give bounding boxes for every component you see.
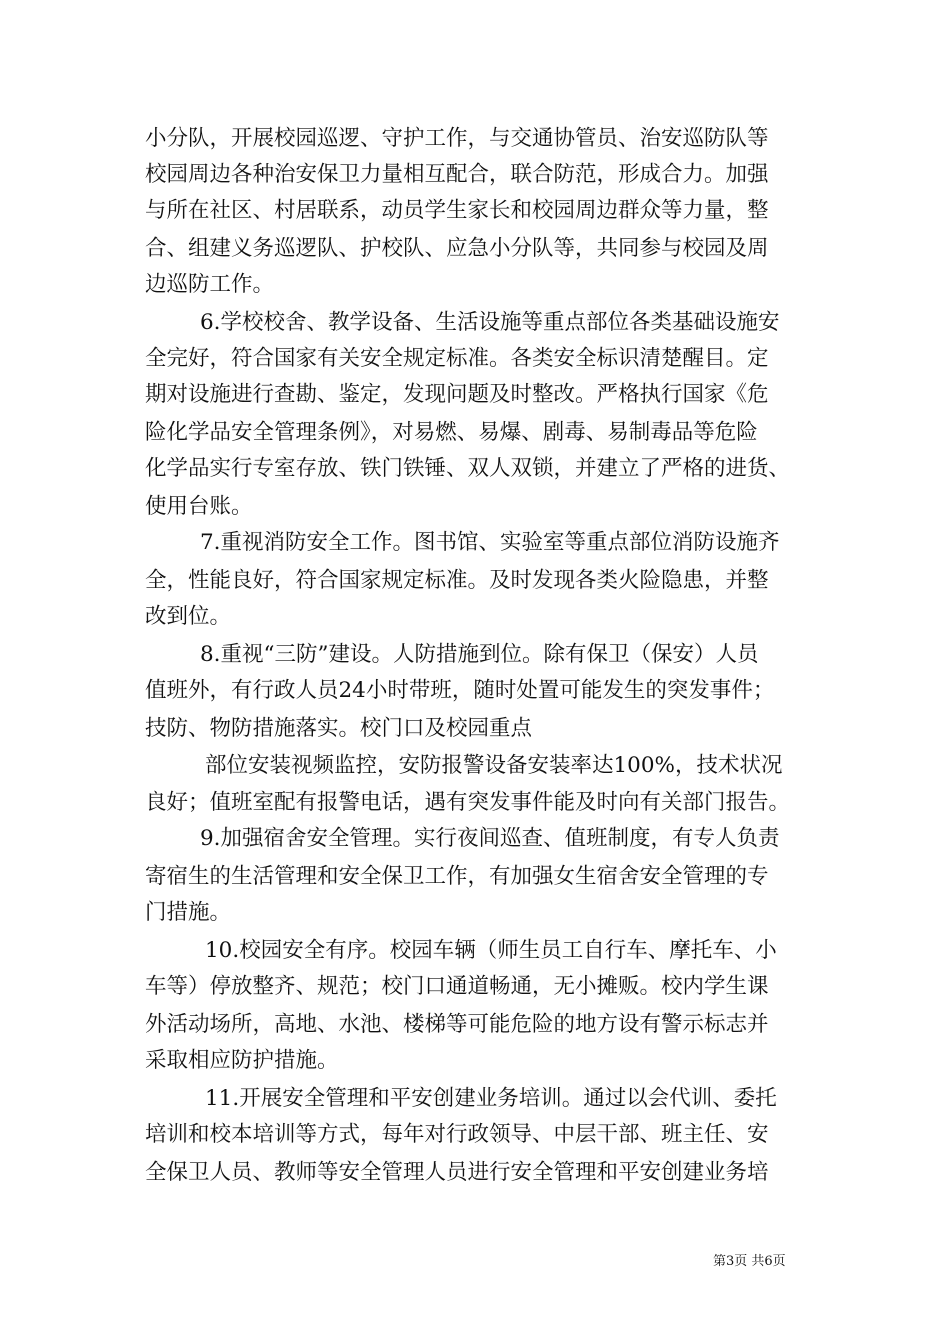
text-line: 车等）停放整齐、规范；校门口通道畅通，无小摊贩。校内学生课 — [145, 974, 769, 999]
text-line: 采取相应防护措施。 — [145, 1048, 339, 1073]
text-line: 寄宿生的生活管理和安全保卫工作，有加强女生宿舍安全管理的专 — [145, 864, 769, 889]
text-line: 全保卫人员、教师等安全管理人员进行安全管理和平安创建业务培 — [145, 1160, 769, 1185]
text-line: 全完好，符合国家有关安全规定标准。各类安全标识清楚醒目。定 — [145, 346, 769, 371]
text-line: 期对设施进行查勘、鉴定，发现问题及时整改。严格执行国家《危 — [145, 382, 769, 407]
paragraph-11-first-line: 11.开展安全管理和平安创建业务培训。通过以会代训、委托 — [205, 1086, 777, 1111]
paragraph-10-first-line: 10.校园安全有序。校园车辆（师生员工自行车、摩托车、小 — [205, 938, 777, 963]
text-line: 化学品实行专室存放、铁门铁锤、双人双锁，并建立了严格的进货、 — [145, 456, 791, 481]
text-line: 外活动场所，高地、水池、楼梯等可能危险的地方设有警示标志并 — [145, 1012, 769, 1037]
paragraph-9-first-line: 9.加强宿舍安全管理。实行夜间巡查、值班制度，有专人负责 — [200, 826, 780, 851]
paragraph-7-first-line: 7.重视消防安全工作。图书馆、实验室等重点部位消防设施齐 — [200, 530, 780, 555]
text-line: 部位安装视频监控，安防报警设备安装率达100%，技术状况 — [205, 753, 783, 778]
text-line: 边巡防工作。 — [145, 272, 275, 297]
text-line: 校园周边各种治安保卫力量相互配合，联合防范，形成合力。加强 — [145, 162, 769, 187]
text-line: 门措施。 — [145, 900, 232, 925]
text-line: 培训和校本培训等方式，每年对行政领导、中层干部、班主任、安 — [145, 1122, 769, 1147]
text-line: 全，性能良好，符合国家规定标准。及时发现各类火险隐患，并整 — [145, 568, 769, 593]
text-line: 与所在社区、村居联系，动员学生家长和校园周边群众等力量，整 — [145, 198, 769, 223]
text-line: 使用台账。 — [145, 494, 253, 519]
paragraph-8-first-line: 8.重视“三防”建设。人防措施到位。除有保卫（保安）人员 — [200, 642, 759, 667]
text-line: 技防、物防措施落实。校门口及校园重点 — [145, 716, 533, 741]
text-line: 小分队，开展校园巡逻、守护工作，与交通协管员、治安巡防队等 — [145, 126, 769, 151]
text-line: 良好；值班室配有报警电话，遇有突发事件能及时向有关部门报告。 — [145, 790, 791, 815]
text-line: 改到位。 — [145, 604, 232, 629]
page-number: 第3页 共6页 — [713, 1254, 786, 1269]
text-line: 险化学品安全管理条例》，对易燃、易爆、剧毒、易制毒品等危险 — [145, 420, 758, 445]
text-line: 值班外，有行政人员24小时带班，随时处置可能发生的突发事件； — [145, 678, 775, 703]
text-line: 合、组建义务巡逻队、护校队、应急小分队等，共同参与校园及周 — [145, 236, 769, 261]
paragraph-6-first-line: 6.学校校舍、教学设备、生活设施等重点部位各类基础设施安 — [200, 310, 780, 335]
